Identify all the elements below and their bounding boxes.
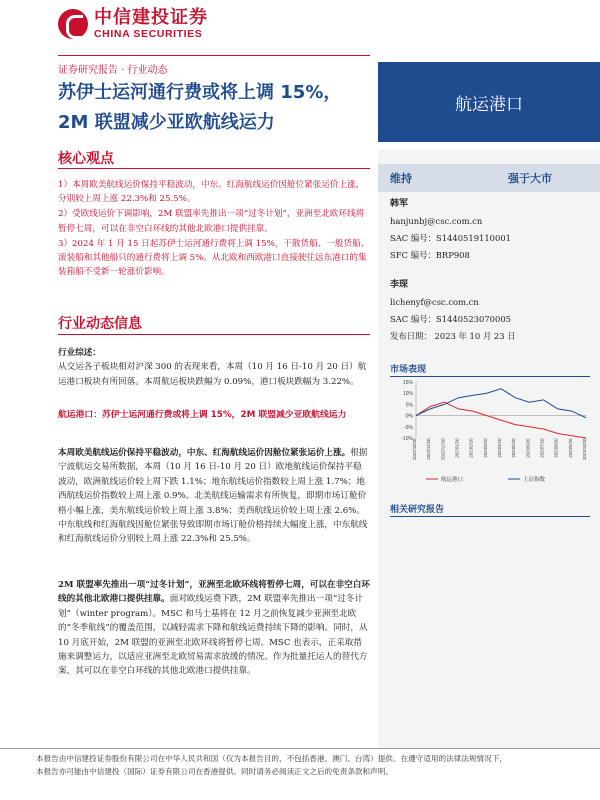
industry-dynamics-divider: [58, 334, 370, 335]
related-reports-divider: [390, 516, 590, 517]
paragraph-rates-body: 根据宁波航运交易所数据，本周（10 月 16 日-10 月 20 日）欧地航线运价保持平稳波动，欧洲航线运价较上周下跌 1.1%；地东航线运价指数较上周上涨 1.7%；地西航线运价指数较上周上涨 0.9%。北美航线运输需求有所恢复，即期市场订舱价格小幅上涨，美东航线运价较上周上涨 3.8%；美西航线运价较上周上涨 2.6%。中东航线和红海航线因舱位紧张导致即期市场订舱价格持续大幅度上涨，中东航线和红海航线运价分别较上周上涨 22.3%和 25.5%。: [58, 448, 368, 545]
rating-value: 强于大市: [508, 172, 552, 185]
analyst-1-sac: SAC 编号：S1440519110001: [390, 233, 511, 243]
company-logo: [58, 8, 208, 40]
sector-banner: [378, 62, 600, 142]
market-performance-chart: [390, 378, 590, 486]
market-performance-heading: 市场表现: [390, 365, 427, 375]
footer-divider: [0, 748, 600, 749]
summary-title: 行业综述：: [58, 348, 101, 358]
x-tick-label: 2023/5/20: [511, 438, 517, 458]
core-views-divider: [58, 168, 370, 169]
core-point-2: 2）受欧线运价下调影响，2M 联盟率先推出一项“过冬计划”，亚洲至北欧环线将暂停七周，可以在非空白环线的其他北欧港口提供挂靠。: [58, 209, 365, 234]
core-views-heading: 核心观点: [58, 151, 114, 167]
core-point-1: 1）本周欧美航线运价保持平稳波动，中东、红海航线运价因舱位紧张运价上涨，分别较上周上涨 22.3%和 25.5%。: [58, 180, 365, 205]
disclaimer-line-2: 本报告亦可能由中信建投（国际）证券有限公司在香港提供。同时请务必阅读正文之后的免责条款和声明。: [36, 767, 393, 776]
release-date: 发布日期： 2023 年 10 月 23 日: [390, 331, 516, 341]
analyst-1-email[interactable]: hanjunbj@csc.com.cn: [390, 216, 483, 226]
paragraph-2m-alliance: [58, 578, 370, 679]
shipping-sub-heading: 航运港口：苏伊士运河通行费或将上调 15%，2M 联盟减少亚欧航线运力: [58, 410, 347, 420]
x-tick-label: 2023/4/20: [497, 438, 502, 458]
y-tick-label: 15%: [402, 380, 413, 386]
logo-english-name: CHINA SECURITIES: [94, 28, 203, 40]
summary-text: 从交运各子板块相对沪深 300 的表现来看，本周（10 月 16 日-10 月 20 日）航运港口板块有所回落。本周航运板块跌幅为 0.09%，港口板块跌幅为 3.22%。: [58, 362, 367, 387]
x-tick-label: 2023/10/20: [582, 438, 587, 461]
report-title: [58, 78, 370, 138]
paragraph-rates: [58, 446, 370, 547]
analyst-2-sac: SAC 编号：S1440523070005: [390, 314, 511, 324]
y-tick-label: -5%: [404, 424, 413, 431]
analyst-1-name: 韩军: [390, 199, 409, 209]
y-tick-label: 5%: [405, 402, 413, 409]
x-tick-label: 2022/10/20: [412, 438, 417, 461]
y-tick-label: 10%: [402, 391, 413, 398]
disclaimer-line-1: 本报告由中信建投证券股份有限公司在中华人民共和国（仅为本报告目的，不包括香港、澳门、台湾）提供。在遵守适用的法律法规情况下，: [36, 754, 507, 763]
footer-disclaimer: [36, 752, 596, 778]
x-tick-label: 2022/12/20: [440, 438, 446, 461]
industry-dynamics-heading: 行业动态信息: [58, 316, 142, 332]
y-tick-label: 0%: [405, 413, 413, 420]
report-category: 证券研究报告 · 行业动态: [58, 65, 168, 76]
core-point-3: 3）2024 年 1 月 15 日起苏伊士运河通行费将上调 15%，干散货船、一般货船、滚装船和其他船只的通行费将上调 5%。从北欧和西欧港口直接驶往远东港口的集装箱船不受新一轮涨价影响。: [58, 238, 370, 278]
series-line-sector: [416, 402, 586, 438]
x-tick-label: 2023/9/20: [567, 438, 573, 458]
header-divider: [58, 55, 370, 56]
y-tick-label: -10%: [401, 436, 413, 442]
x-tick-label: 2022/11/20: [426, 438, 432, 460]
paragraph-2m-lead: 2M 联盟率先推出一项“过冬计划”，亚洲至北欧环线将暂停七周，可以在非空白环线的其他北欧港口提供挂靠。: [58, 580, 370, 605]
x-tick-label: 2023/3/20: [482, 438, 488, 458]
core-points: [58, 178, 370, 280]
logo-mark-icon: [58, 9, 88, 39]
x-tick-label: 2023/8/20: [553, 438, 559, 458]
legend-label: 上证指数: [523, 477, 546, 483]
analyst-1-sfc: SFC 编号：BRP908: [390, 250, 470, 260]
x-tick-label: 2023/1/20: [454, 438, 460, 458]
title-line-1: 苏伊士运河通行费或将上调 15%，: [58, 82, 342, 103]
rating-label: 维持: [390, 172, 412, 185]
analyst-2-name: 李琛: [390, 280, 409, 290]
industry-summary: [58, 346, 370, 389]
x-tick-label: 2023/2/20: [468, 438, 474, 458]
title-line-2: 2M 联盟减少亚欧航线运力: [58, 112, 275, 133]
analyst-2: [390, 279, 511, 326]
x-tick-label: 2023/7/20: [539, 438, 545, 458]
paragraph-rates-lead: 本周欧美航线运价保持平稳波动，中东、红海航线运价因舱位紧张运价上涨。: [58, 448, 351, 458]
sector-name: 航运港口: [455, 94, 523, 115]
x-tick-label: 2023/6/20: [525, 438, 531, 458]
related-reports-heading: 相关研究报告: [390, 505, 445, 515]
paragraph-2m-body: 面对欧线运费下跌，2M 联盟率先推出一项“过冬计划”（winter program）。MSC 和马士基将在 12 月之前恢复减少亚洲至北欧的“冬季航线”的覆盖范围，以减轻需求下降和航线运费持续下降的影响。同时，从 10 月底开始，2M 联盟的亚洲至北欧环线将暂停七周。MSC 也表示，正采取措施来调整运力，以适应亚洲至北欧贸易需求放缓的情况。作为批量托运人的替代方案，其可以在非空白环线的其他北欧港口提供挂靠。: [58, 594, 368, 677]
analyst-2-email[interactable]: lichenyf@csc.com.cn: [390, 297, 479, 307]
logo-chinese-name: 中信建投证券: [94, 7, 208, 28]
market-performance-divider: [390, 376, 590, 377]
legend-label: 航运港口: [441, 477, 464, 483]
analyst-1: [390, 198, 511, 262]
